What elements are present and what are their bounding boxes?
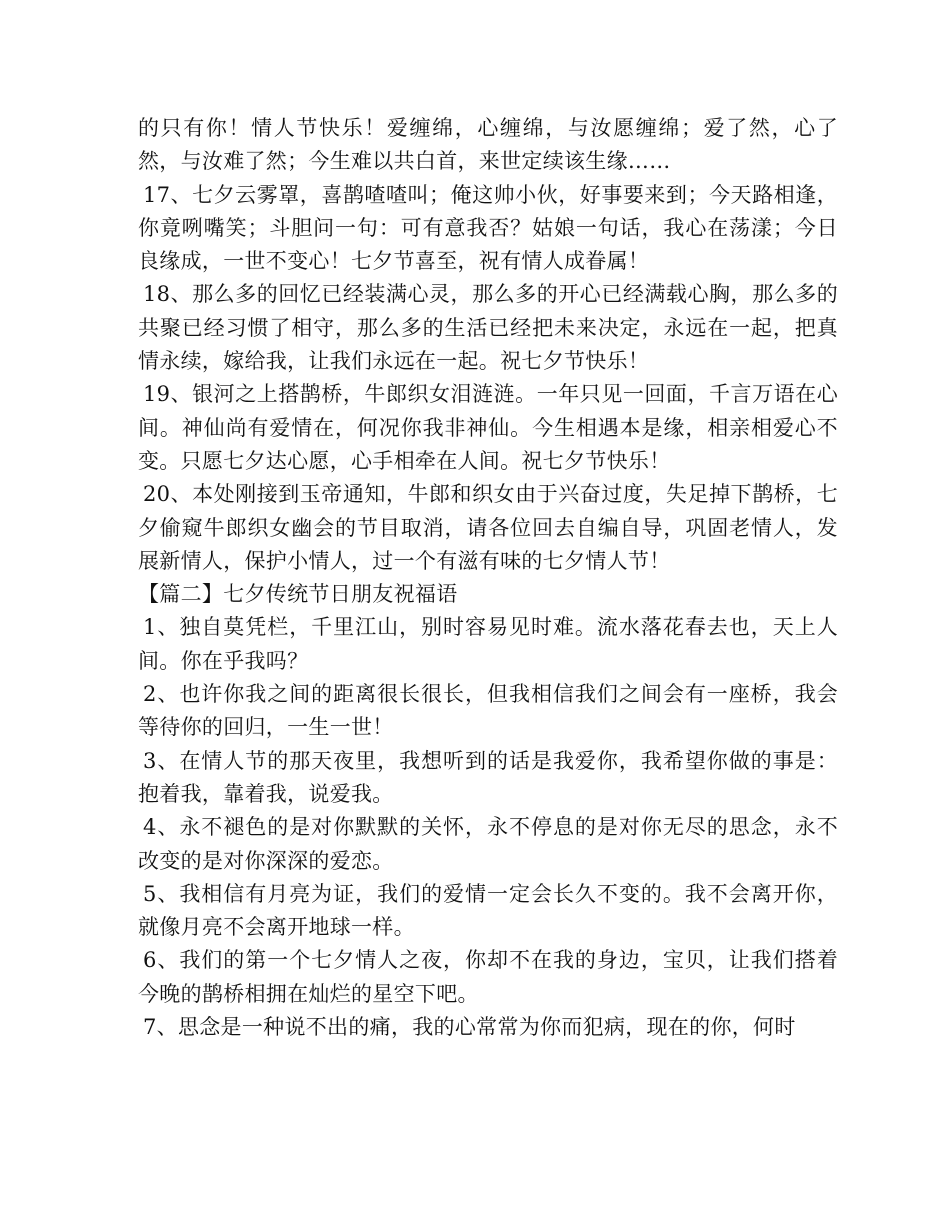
blessing-item-17: 17、七夕云雾罩，喜鹊喳喳叫；俺这帅小伙，好事要来到；今天路相逢，你竟咧嘴笑；斗胆问一句：可有意我否？姑娘一句话，我心在荡漾；今日良缘成，一世不变心！七夕节喜至，祝有情人成眷属！ [138, 182, 838, 274]
blessing-item-20: 20、本处刚接到玉帝通知，牛郎和织女由于兴奋过度，失足掉下鹊桥，七夕偷窥牛郎织女幽会的节目取消，请各位回去自编自导，巩固老情人，发展新情人，保护小情人，过一个有滋有味的七夕情人节！ [138, 482, 838, 573]
blessing-item-5: 5、我相信有月亮为证，我们的爱情一定会长久不变的。我不会离开你，就像月亮不会离开地球一样。 [138, 881, 838, 940]
blessing-item-4: 4、永不褪色的是对你默默的关怀，永不停息的是对你无尽的思念，永不改变的是对你深深的爱恋。 [138, 815, 838, 873]
paragraph-continuation: 的只有你！情人节快乐！爱缠绵，心缠绵，与汝愿缠绵；爱了然，心了然，与汝难了然；今生难以共白首，来世定续该生缘…… [138, 116, 838, 174]
blessing-item-19: 19、银河之上搭鹊桥，牛郎织女泪涟涟。一年只见一回面，千言万语在心间。神仙尚有爱情在，何况你我非神仙。今生相遇本是缘，相亲相爱心不变。只愿七夕达心愿，心手相牵在人间。祝七夕节快乐！ [138, 382, 838, 473]
blessing-item-2: 2、也许你我之间的距离很长很长，但我相信我们之间会有一座桥，我会等待你的回归，一生一世！ [138, 682, 838, 740]
document-body [138, 112, 838, 1044]
blessing-item-1: 1、独自莫凭栏，千里江山，别时容易见时难。流水落花春去也，天上人间。你在乎我吗？ [138, 615, 838, 673]
section-heading: 【篇二】七夕传统节日朋友祝福语 [138, 582, 458, 607]
blessing-item-7: 7、思念是一种说不出的痛，我的心常常为你而犯病，现在的你，何时 [143, 1015, 796, 1040]
blessing-item-6: 6、我们的第一个七夕情人之夜，你却不在我的身边，宝贝，让我们搭着今晚的鹊桥相拥在灿烂的星空下吧。 [138, 948, 838, 1006]
blessing-item-3: 3、在情人节的那天夜里，我想听到的话是我爱你，我希望你做的事是：抱着我，靠着我，说爱我。 [138, 748, 838, 806]
blessing-item-18: 18、那么多的回忆已经装满心灵，那么多的开心已经满载心胸，那么多的共聚已经习惯了相守，那么多的生活已经把未来决定，永远在一起，把真情永续，嫁给我，让我们永远在一起。祝七夕节快乐！ [138, 282, 838, 374]
